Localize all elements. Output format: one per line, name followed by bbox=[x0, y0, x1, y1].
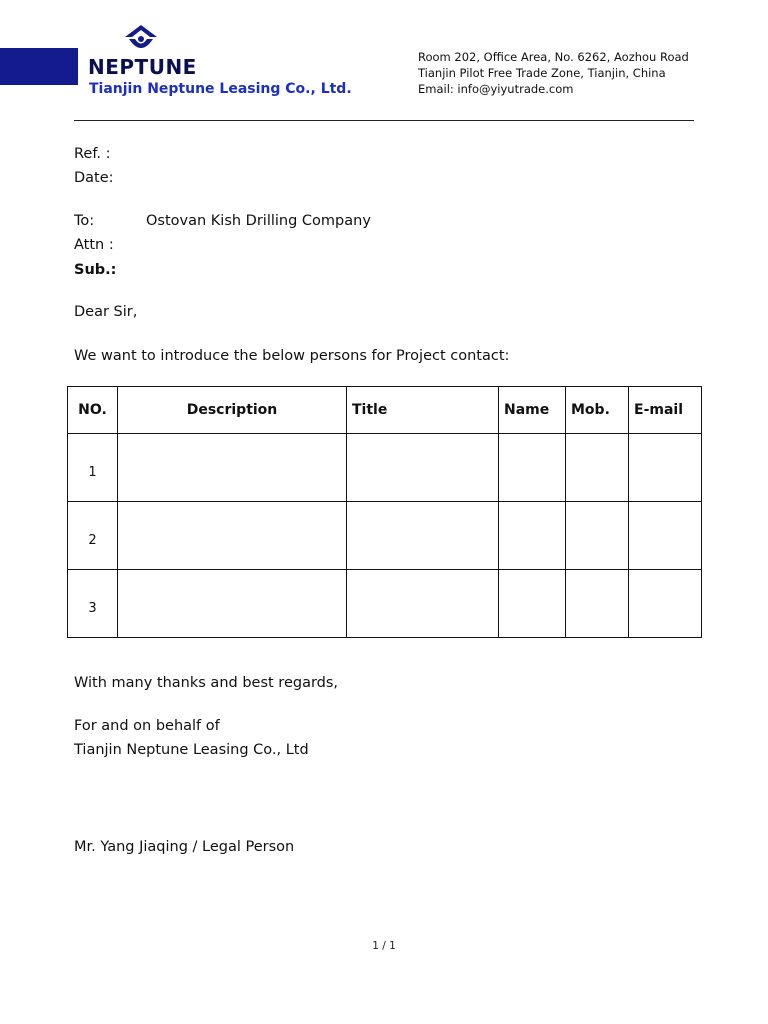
cell-name bbox=[499, 570, 566, 638]
table-row bbox=[68, 434, 702, 502]
cell-title bbox=[347, 570, 499, 638]
cell-title bbox=[347, 434, 499, 502]
header-divider bbox=[74, 120, 694, 121]
column-header-name: Name bbox=[499, 387, 566, 434]
cell-mob bbox=[566, 434, 629, 502]
address-line: Tianjin Pilot Free Trade Zone, Tianjin, China bbox=[418, 66, 666, 81]
header-accent-bar bbox=[0, 48, 78, 85]
cell-name bbox=[499, 434, 566, 502]
cell-mob bbox=[566, 570, 629, 638]
column-header-mob: Mob. bbox=[566, 387, 629, 434]
column-header-description: Description bbox=[118, 387, 347, 434]
subject-label: Sub.: bbox=[74, 262, 117, 278]
salutation: Dear Sir, bbox=[74, 304, 138, 320]
cell-name bbox=[499, 502, 566, 570]
closing-text: With many thanks and best regards, bbox=[74, 675, 339, 691]
recipient-company: Ostovan Kish Drilling Company bbox=[146, 213, 371, 229]
attn-label: Attn : bbox=[74, 237, 114, 253]
on-behalf-text: For and on behalf of bbox=[74, 718, 220, 734]
email-line: Email: info@yiyutrade.com bbox=[418, 82, 574, 97]
intro-text: We want to introduce the below persons for Project contact: bbox=[74, 348, 510, 364]
cell-mob bbox=[566, 502, 629, 570]
logo-wordmark: NEPTUNE bbox=[88, 55, 197, 79]
cell-email bbox=[629, 570, 702, 638]
signatory: Mr. Yang Jiaqing / Legal Person bbox=[74, 839, 295, 855]
table-row bbox=[68, 502, 702, 570]
company-logo bbox=[88, 24, 198, 79]
cell-description bbox=[118, 570, 347, 638]
cell-description bbox=[118, 502, 347, 570]
row-number: 2 bbox=[68, 502, 118, 570]
cell-email bbox=[629, 502, 702, 570]
row-number: 1 bbox=[68, 434, 118, 502]
neptune-logo-icon bbox=[123, 24, 159, 56]
table-header-row bbox=[68, 387, 702, 434]
table-row bbox=[68, 570, 702, 638]
cell-title bbox=[347, 502, 499, 570]
signing-company: Tianjin Neptune Leasing Co., Ltd bbox=[74, 742, 309, 758]
company-name: Tianjin Neptune Leasing Co., Ltd. bbox=[89, 81, 352, 97]
contacts-table bbox=[67, 386, 702, 638]
row-number: 3 bbox=[68, 570, 118, 638]
cell-email bbox=[629, 434, 702, 502]
column-header-no: NO. bbox=[68, 387, 118, 434]
column-header-email: E-mail bbox=[629, 387, 702, 434]
cell-description bbox=[118, 434, 347, 502]
address-line: Room 202, Office Area, No. 6262, Aozhou Road bbox=[418, 50, 689, 64]
to-label: To: bbox=[74, 213, 95, 229]
column-header-title: Title bbox=[347, 387, 499, 434]
page-number: 1 / 1 bbox=[372, 940, 396, 952]
ref-label: Ref. : bbox=[74, 146, 111, 162]
company-address bbox=[418, 49, 689, 98]
date-label: Date: bbox=[74, 170, 114, 186]
